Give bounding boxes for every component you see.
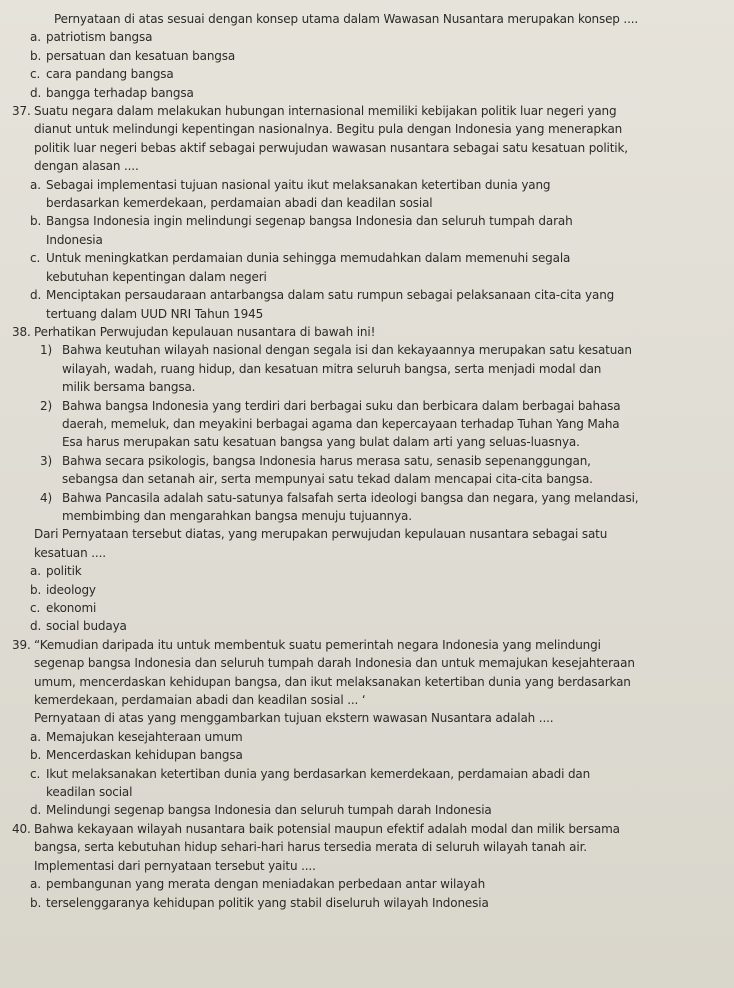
option-letter: d. (30, 619, 42, 634)
statement-text-cont: milik bersama bangsa. (62, 380, 196, 395)
option-letter: b. (30, 748, 42, 763)
question-37 (12, 102, 726, 323)
statement-number: 3) (40, 453, 53, 468)
option-text: patriotism bangsa (46, 30, 153, 45)
question-stem-line: dengan alasan .... (34, 159, 139, 174)
option-letter: a. (30, 877, 41, 892)
question-number: 38. (12, 324, 31, 339)
option-d[interactable] (12, 617, 726, 635)
option-a[interactable] (12, 875, 726, 893)
statement-text-cont: daerah, memeluk, dan meyakini berbagai agama dan kepercayaan terhadap Tuhan Yang Maha (62, 416, 620, 431)
stem-text: “Kemudian daripada itu untuk membentuk suatu pemerintah negara Indonesia yang melindungi (34, 637, 601, 652)
option-letter: c. (30, 251, 41, 266)
option-text: ekonomi (46, 601, 97, 615)
option-letter: c. (30, 766, 41, 781)
option-d[interactable] (12, 84, 726, 102)
option-text-cont: berdasarkan kemerdekaan, perdamaian abadi dan keadilan sosial (46, 196, 433, 211)
question-prompt: kesatuan .... (34, 545, 106, 560)
option-letter: a. (30, 729, 41, 744)
statement-number: 1) (40, 343, 53, 358)
option-text: Untuk meningkatkan perdamaian dunia sehingga memudahkan dalam memenuhi segala (46, 251, 571, 266)
option-letter: b. (30, 895, 42, 910)
stem-text: Bahwa kekayaan wilayah nusantara baik potensial maupun efektif adalah modal dan milik bersama (34, 821, 620, 836)
statement-text: Bahwa bangsa Indonesia yang terdiri dari berbagai suku dan berbicara dalam berbagai bahasa (62, 398, 621, 413)
question-40 (12, 820, 726, 912)
question-stem-line (12, 323, 726, 341)
option-text: Sebagai implementasi tujuan nasional yaitu ikut melaksanakan ketertiban dunia yang (46, 177, 551, 192)
option-text: Melindungi segenap bangsa Indonesia dan seluruh tumpah darah Indonesia (46, 803, 492, 818)
option-letter: a. (30, 564, 41, 579)
question-stem-line: bangsa, serta kebutuhan hidup sehari-hari harus tersedia merata di seluruh wilayah tanah air. (34, 840, 587, 855)
option-c[interactable] (12, 65, 726, 83)
question-stem: Pernyataan di atas sesuai dengan konsep utama dalam Wawasan Nusantara merupakan konsep .... (54, 12, 639, 26)
statement-number: 4) (40, 490, 53, 505)
option-text: Menciptakan persaudaraan antarbangsa dalam satu rumpun sebagai pelaksanaan cita-cita yang (46, 288, 615, 303)
option-a[interactable] (12, 562, 726, 580)
option-letter: a. (30, 177, 41, 192)
statement-number: 2) (40, 398, 53, 413)
statement-1 (12, 341, 726, 359)
option-a[interactable] (12, 28, 726, 46)
option-text-cont: keadilan social (46, 785, 133, 800)
question-number: 37. (12, 104, 31, 119)
statement-text-cont: Esa harus merupakan satu kesatuan bangsa yang bulat dalam arti yang seluas-luasnya. (62, 435, 580, 450)
option-text: social budaya (46, 619, 127, 634)
option-text: pembangunan yang merata dengan meniadakan perbedaan antar wilayah (46, 877, 486, 892)
question-38 (12, 323, 726, 636)
statement-3 (12, 452, 726, 470)
option-text: Mencerdaskan kehidupan bangsa (46, 748, 243, 763)
stem-text: Suatu negara dalam melakukan hubungan internasional memiliki kebijakan politik luar negeri yang (34, 104, 617, 119)
option-text-cont: tertuang dalam UUD NRI Tahun 1945 (46, 306, 264, 321)
question-stem-line (12, 102, 726, 120)
statement-text: Bahwa secara psikologis, bangsa Indonesia harus merasa satu, senasib sepenanggungan, (62, 453, 591, 468)
option-letter: d. (30, 85, 42, 100)
question-stem-line: kemerdekaan, perdamaian abadi dan keadilan sosial ... ‘ (34, 693, 366, 708)
question-stem-line: segenap bangsa Indonesia dan seluruh tumpah darah Indonesia dan untuk memajukan kesejahteraan (34, 656, 635, 671)
option-text: persatuan dan kesatuan bangsa (46, 48, 236, 63)
statement-text: Bahwa Pancasila adalah satu-satunya falsafah serta ideologi bangsa dan negara, yang melandasi, (62, 490, 639, 505)
option-a[interactable] (12, 728, 726, 746)
option-text: Ikut melaksanakan ketertiban dunia yang berdasarkan kemerdekaan, perdamaian abadi dan (46, 766, 591, 781)
question-number: 39. (12, 637, 31, 652)
question-stem-line: Implementasi dari pernyataan tersebut yaitu .... (34, 858, 316, 873)
option-text: terselenggaranya kehidupan politik yang stabil diseluruh wilayah Indonesia (46, 895, 489, 910)
question-prompt: Pernyataan di atas yang menggambarkan tujuan ekstern wawasan Nusantara adalah .... (34, 711, 554, 726)
stem-text: Perhatikan Perwujudan kepulauan nusantara di bawah ini! (34, 324, 376, 339)
option-b[interactable] (12, 212, 726, 230)
option-text: Bangsa Indonesia ingin melindungi segenap bangsa Indonesia dan seluruh tumpah darah (46, 214, 573, 229)
option-c[interactable] (12, 599, 726, 617)
statement-2 (12, 397, 726, 415)
option-c[interactable] (12, 765, 726, 783)
question-stem-line: politik luar negeri bebas aktif sebagai perwujudan wawasan nusantara sebagai satu kesatuan politik, (34, 140, 628, 155)
question-prompt: Dari Pernyataan tersebut diatas, yang merupakan perwujudan kepulauan nusantara sebagai satu (34, 527, 608, 542)
question-36 (12, 10, 726, 102)
option-c[interactable] (12, 249, 726, 267)
option-text: politik (46, 564, 82, 579)
option-letter: b. (30, 582, 42, 597)
statement-text-cont: sebangsa dan setanah air, serta mempunyai satu tekad dalam mencapai cita-cita bangsa. (62, 472, 593, 487)
statement-text-cont: wilayah, wadah, ruang hidup, dan kesatuan mitra seluruh bangsa, serta menjadi modal dan (62, 361, 602, 376)
question-stem-line: umum, mencerdaskan kehidupan bangsa, dan ikut melaksanakan ketertiban dunia yang berdasarkan (34, 674, 631, 689)
option-d[interactable] (12, 286, 726, 304)
statement-4 (12, 489, 726, 507)
option-b[interactable] (12, 581, 726, 599)
question-stem-line (12, 820, 726, 838)
option-d[interactable] (12, 801, 726, 819)
question-stem-line: dianut untuk melindungi kepentingan nasionalnya. Begitu pula dengan Indonesia yang menerapkan (34, 122, 623, 137)
option-letter: b. (30, 48, 42, 63)
option-a[interactable] (12, 176, 726, 194)
option-letter: d. (30, 803, 42, 818)
option-letter: a. (30, 30, 41, 45)
statement-text-cont: membimbing dan mengarahkan bangsa menuju tujuannya. (62, 508, 412, 523)
question-stem-line (12, 636, 726, 654)
statement-text: Bahwa keutuhan wilayah nasional dengan segala isi dan kekayaannya merupakan satu kesatuan (62, 343, 632, 358)
question-number: 40. (12, 821, 31, 836)
option-b[interactable] (12, 746, 726, 764)
option-text-cont: Indonesia (46, 232, 103, 247)
option-text: bangga terhadap bangsa (46, 85, 194, 100)
option-text-cont: kebutuhan kepentingan dalam negeri (46, 269, 267, 284)
option-letter: b. (30, 214, 42, 229)
option-letter: c. (30, 601, 41, 615)
option-text: ideology (46, 582, 96, 597)
option-text: cara pandang bangsa (46, 67, 174, 82)
option-letter: c. (30, 67, 41, 82)
option-letter: d. (30, 288, 42, 303)
option-b[interactable] (12, 47, 726, 65)
option-b[interactable] (12, 894, 726, 912)
option-text: Memajukan kesejahteraan umum (46, 729, 243, 744)
question-39 (12, 636, 726, 820)
